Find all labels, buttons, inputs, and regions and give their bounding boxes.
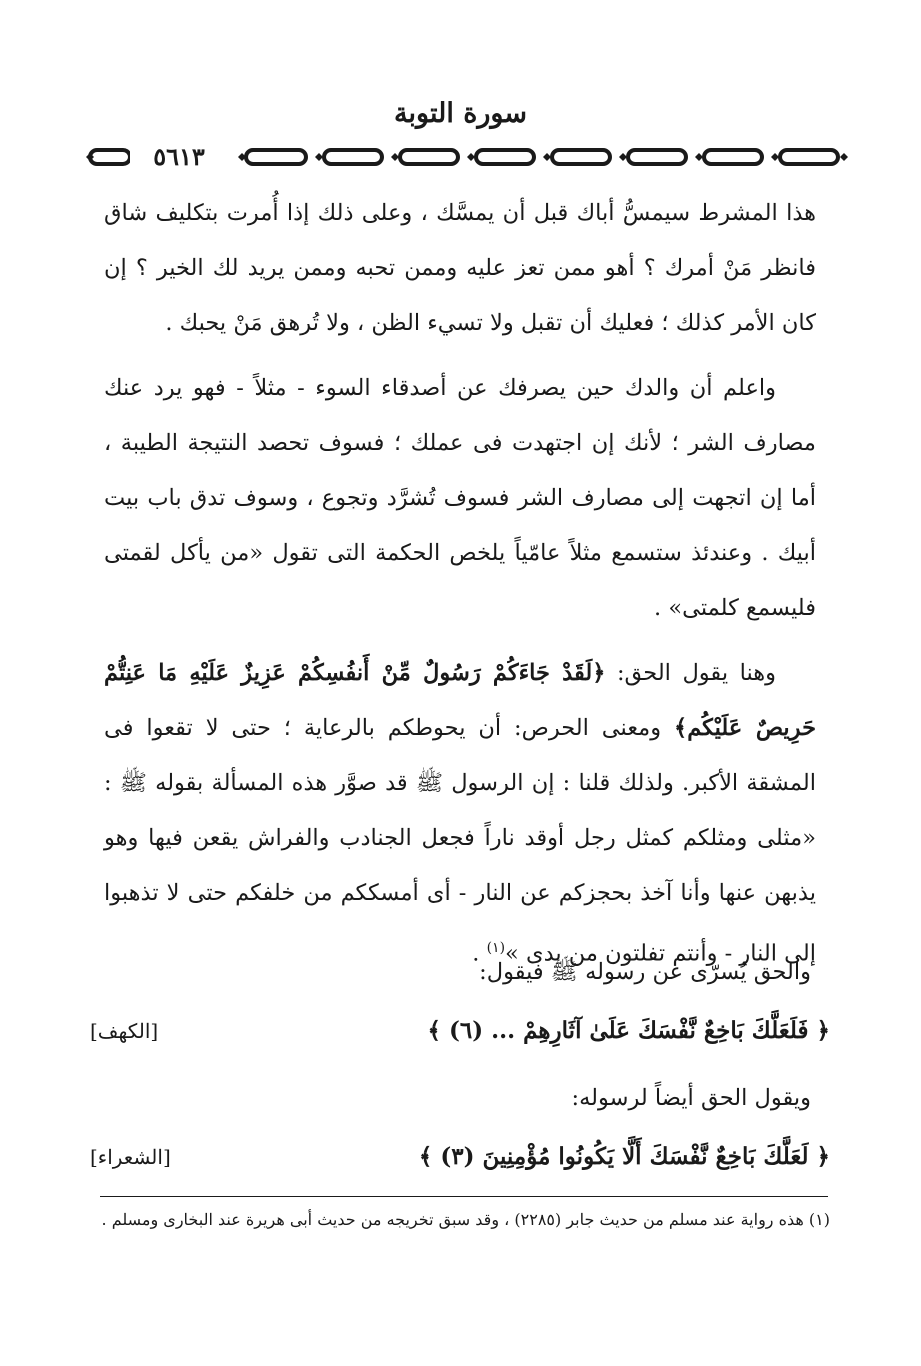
- paragraph-3-end: .: [472, 940, 487, 967]
- header-ornament: [86, 143, 848, 171]
- quran-quote: ﴿لَقَدْ جَاءَكُمْ رَسُولٌ مِّنْ أَنفُسِكُمْ عَزِيزٌ عَلَيْهِ مَا عَنِتُّمْ حَرِيصٌ عَلَيْكُم﴾: [104, 660, 817, 741]
- paragraph-2: واعلم أن والدك حين يصرفك عن أصدقاء السوء - مثلاً - فهو يرد عنك مصارف الشر ؛ لأنك إن اجتهدت فى عملك ؛ فسوف تحصد النتيجة الطيبة ، أما إن اتجهت إلى مصارف الشر فسوف تُشرَّد وتجوع ، وسوف تدق باب بيت أبيك . وعندئذ ستسمع مثلاً عامّياً يلخص الحكمة التى تقول «من يأكل لقمتى فليسمع كلمتى» .: [104, 375, 816, 621]
- page-number: ٥٦١٣: [130, 143, 228, 171]
- intro-kahf: والحق يُسرّى عن رسوله ﷺ فيقول:: [479, 959, 811, 985]
- verse-kahf: ﴿ فَلَعَلَّكَ بَاخِعٌ نَّفْسَكَ عَلَىٰ آثَارِهِمْ ... (٦) ﴾: [427, 1017, 830, 1044]
- verse-shuara-reference: [الشعراء]: [90, 1145, 171, 1169]
- main-text: [104, 186, 816, 982]
- verse-kahf-reference: [الكهف]: [90, 1019, 159, 1043]
- paragraph-3-body: ومعنى الحرص: أن يحوطكم بالرعاية ؛ حتى لا تقعوا فى المشقة الأكبر. ولذلك قلنا : إن الرسول ﷺ قد صوَّر هذه المسألة بقوله ﷺ : «مثلى ومثلكم كمثل رجل أوقد ناراً فجعل الجنادب والفراش يقعن فيها وهو يذبهن عنها وأنا آخذ بحجزكم عن النار - أى أمسككم من خلفكم حتى لا تذهبوا إلى النار - وأنتم تفلتون من يدى »: [104, 715, 816, 967]
- footnote: (١) هذه رواية عند مسلم من حديث جابر (٢٢٨٥) ، وقد سبق تخريجه من حديث أبى هريرة عند البخارى ومسلم .: [101, 1210, 830, 1229]
- paragraph-1: هذا المشرط سيمسُّ أباك قبل أن يمسَّك ، وعلى ذلك إذا أُمرت بتكليف شاق فانظر مَنْ أمرك ؟ أهو ممن تعز عليه وممن تحبه وممن يريد لك الخير ؟ إن كان الأمر كذلك ؛ فعليك أن تقبل ولا تسيء الظن ، ولا تُرهق مَنْ يحبك .: [104, 200, 816, 336]
- footnote-divider: [100, 1196, 828, 1197]
- verse-kahf-block: [90, 1006, 830, 1056]
- paragraph-3: [104, 646, 816, 982]
- surah-title: سورة التوبة: [394, 98, 527, 129]
- footnote-marker: (١): [486, 940, 506, 956]
- intro-shuara: ويقول الحق أيضاً لرسوله:: [571, 1085, 811, 1111]
- paragraph-3-intro: وهنا يقول الحق:: [605, 660, 776, 686]
- verse-shuara: ﴿ لَعَلَّكَ بَاخِعٌ نَّفْسَكَ أَلَّا يَكُونُوا مُؤْمِنِينَ (٣) ﴾: [418, 1143, 830, 1170]
- verse-shuara-block: [90, 1132, 830, 1182]
